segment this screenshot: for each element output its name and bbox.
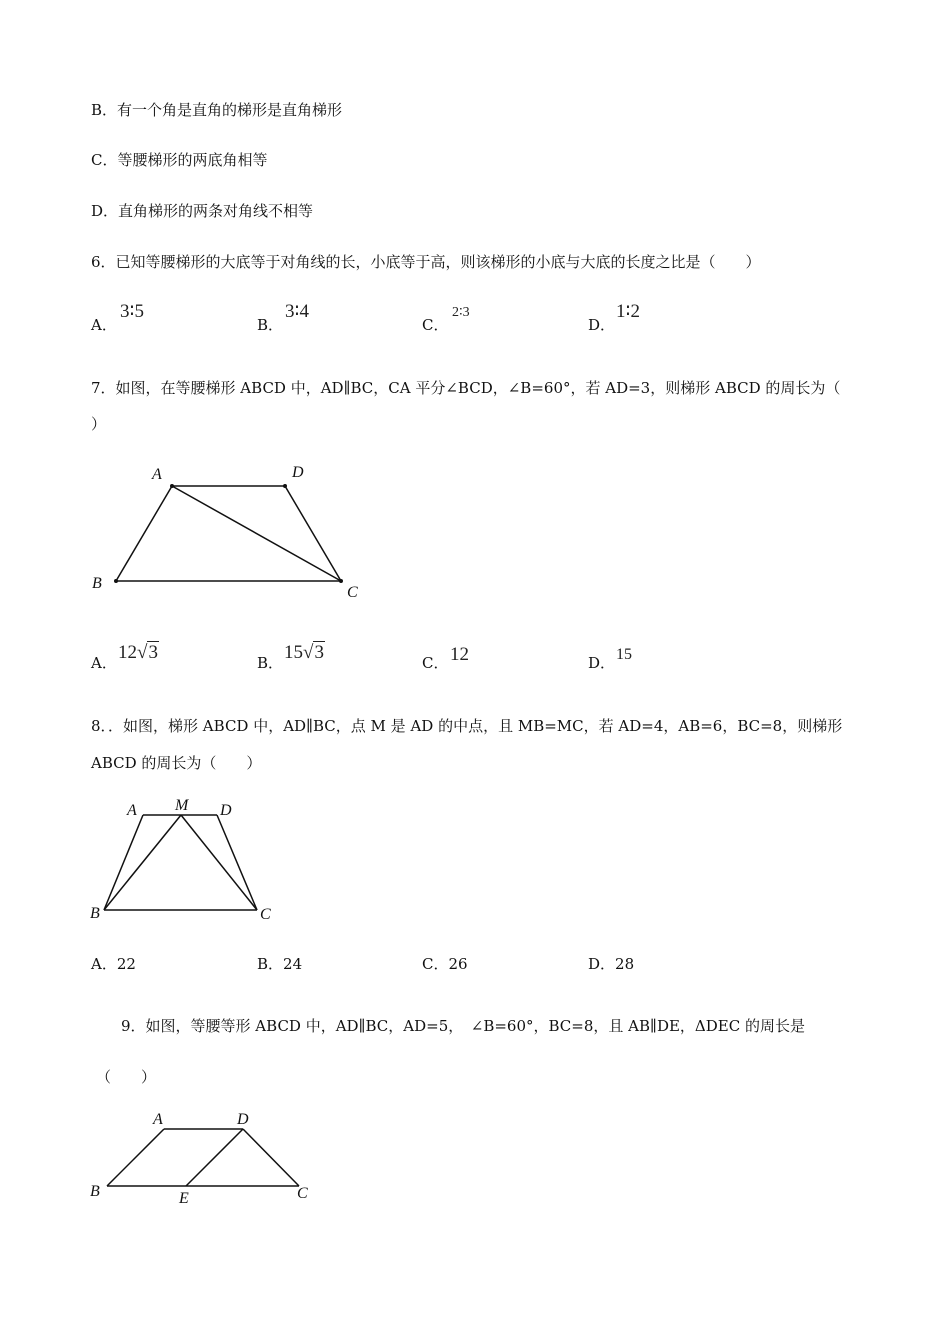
q7-label-b: B <box>92 575 102 592</box>
q7-diagonal-ac <box>172 486 341 581</box>
q8-label-m: M <box>175 797 189 814</box>
q7-option-d-label: D． <box>588 654 616 672</box>
q9-label-b: B <box>90 1183 100 1200</box>
q7-option-c-value: 12 <box>450 644 469 665</box>
q8-stem-line1: 8．．如图，梯形 ABCD 中，AD∥BC，点 M 是 AD 的中点，且 MB=MC，若 AD=4，AB=6，BC=8，则梯形 <box>91 717 843 735</box>
q7-option-c-label: C． <box>422 654 449 672</box>
q6-option-a-value: 3∶5 <box>120 301 144 322</box>
q8-option-c: C．26 <box>422 955 468 973</box>
q7-stem-line2: ） <box>91 415 107 433</box>
q8-label-d: D <box>220 802 232 819</box>
q6-option-d-value: 1∶2 <box>616 301 640 322</box>
q7-stem-line1: 7．如图，在等腰梯形 ABCD 中，AD∥BC，CA 平分∠BCD，∠B=60°，若 AD=3，则梯形 ABCD 的周长为（ <box>91 379 841 397</box>
q6-option-a-label: A． <box>91 316 117 334</box>
q8-option-b: B．24 <box>257 955 303 973</box>
q9-label-e: E <box>179 1190 189 1207</box>
q7-option-d-value: 15 <box>616 646 632 663</box>
q6-option-c-value: 2∶3 <box>452 305 470 320</box>
q6-option-d-label: D． <box>588 316 616 334</box>
q9-stem-line1: 9．如图，等腰等形 ABCD 中，AD∥BC，AD=5， ∠B=60°，BC=8，且 AB∥DE，ΔDEC 的周长是 <box>121 1017 805 1035</box>
q9-label-c: C <box>297 1185 308 1202</box>
q7-option-a-value: 12√3 <box>118 642 158 663</box>
option-d-prev: D．直角梯形的两条对角线不相等 <box>91 202 314 220</box>
q7-option-b-label: B． <box>257 654 284 672</box>
q8-option-d: D．28 <box>588 955 635 973</box>
q8-option-a: A．22 <box>91 955 136 973</box>
q7-option-a-label: A． <box>91 654 117 672</box>
q6-stem: 6．已知等腰梯形的大底等于对角线的长，小底等于高，则该梯形的小底与大底的长度之比是（ ） <box>91 253 761 271</box>
q9-label-a: A <box>153 1111 163 1128</box>
q9-stem-line2: （ ） <box>96 1068 157 1086</box>
q7-segment-ab <box>116 486 172 581</box>
q9-label-d: D <box>237 1111 249 1128</box>
q8-label-c: C <box>260 906 271 923</box>
q8-figure <box>104 815 257 910</box>
option-b-prev: B．有一个角是直角的梯形是直角梯形 <box>91 101 343 119</box>
q7-segment-dc <box>285 486 341 581</box>
option-c-prev: C．等腰梯形的两底角相等 <box>91 151 268 169</box>
q6-option-c-label: C． <box>422 316 449 334</box>
q8-label-a: A <box>127 802 137 819</box>
q9-figure <box>107 1129 299 1186</box>
q6-option-b-value: 3∶4 <box>285 301 309 322</box>
q7-label-a: A <box>152 466 162 483</box>
q8-label-b: B <box>90 905 100 922</box>
q7-label-c: C <box>347 584 358 601</box>
q7-label-d: D <box>292 464 304 481</box>
q7-option-b-value: 15√3 <box>284 642 324 663</box>
q6-option-b-label: B． <box>257 316 284 334</box>
q8-stem-line2: ABCD 的周长为（ ） <box>91 754 262 772</box>
